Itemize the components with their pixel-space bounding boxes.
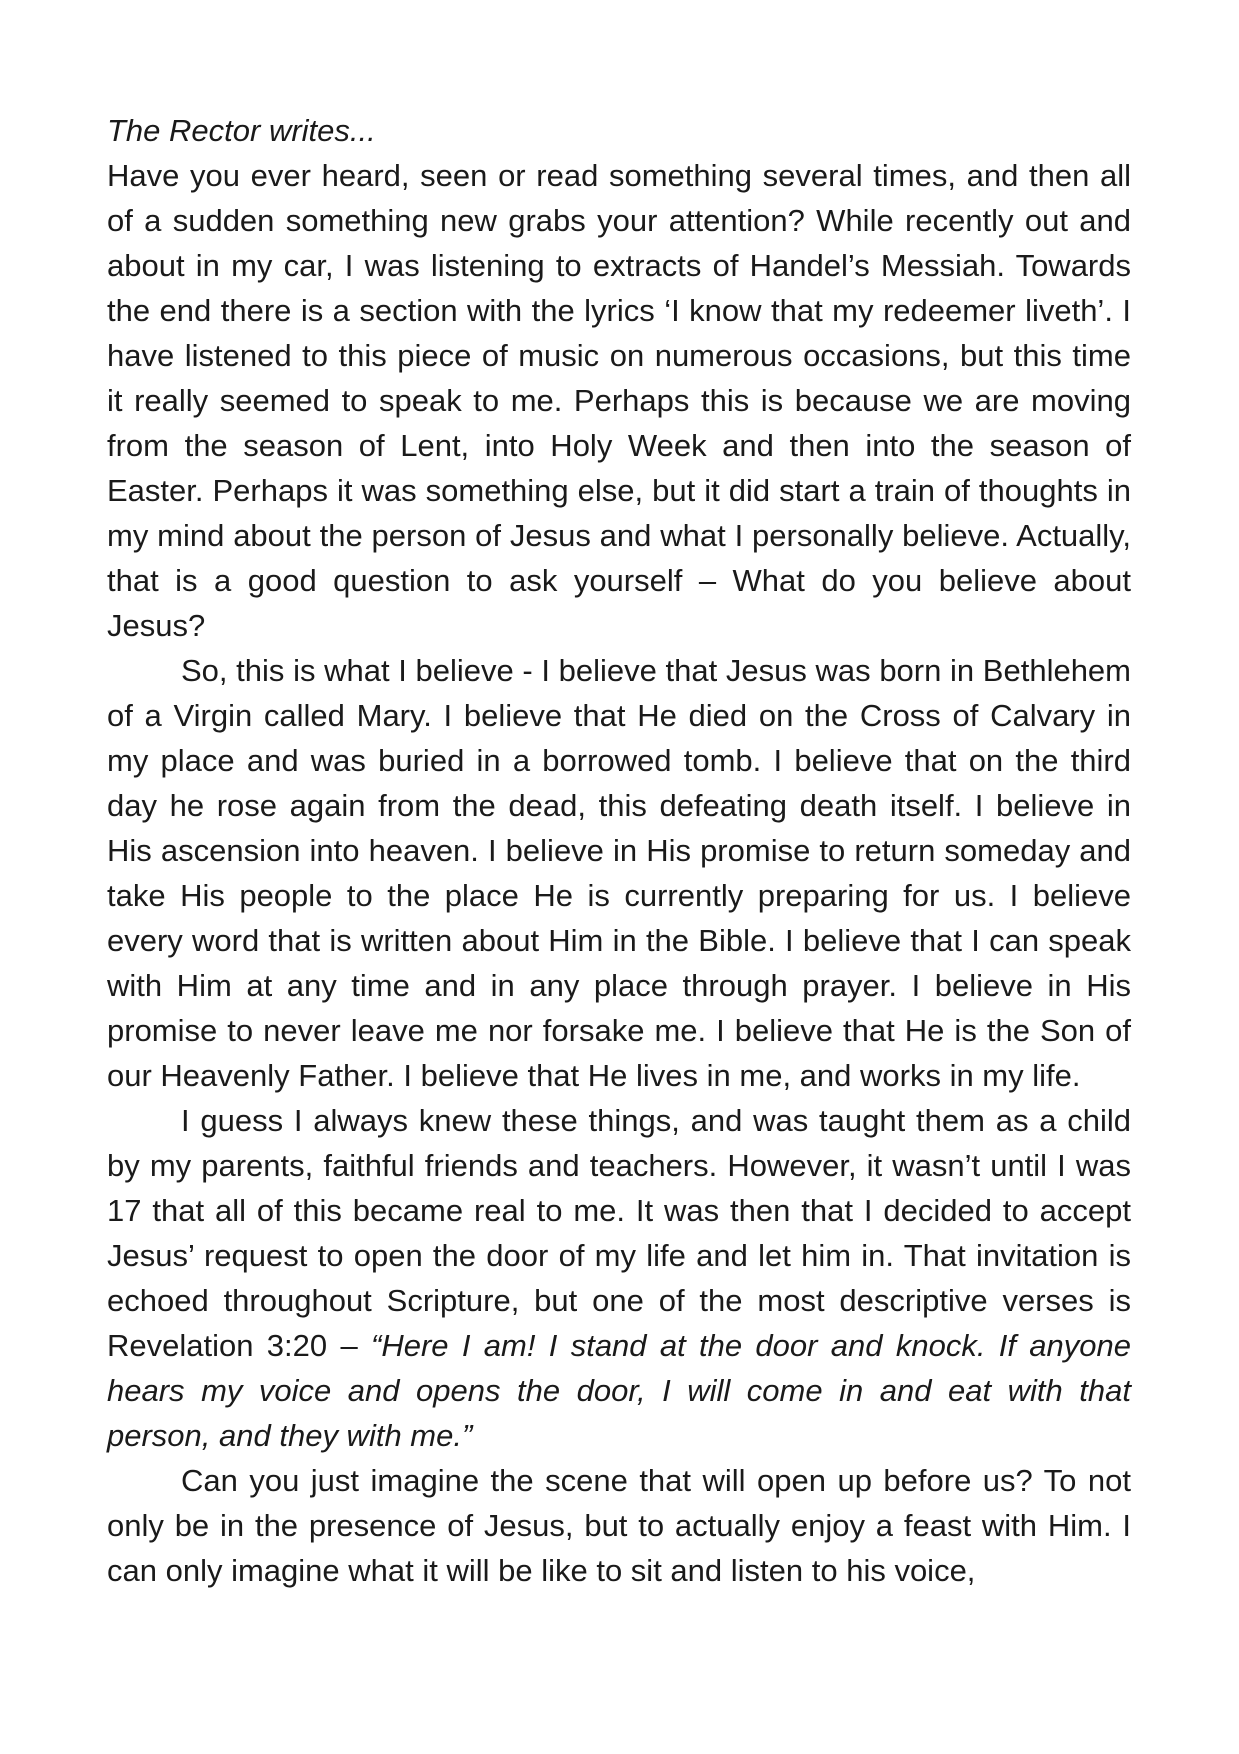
paragraph-3: [107, 1098, 1131, 1458]
scripture-quote: “Here I am! I stand at the door and knock. If anyone hears my voice and opens the door, I will come in and eat with that person, and they with me.”: [107, 1328, 1131, 1453]
article: [107, 108, 1131, 1593]
paragraph-2: So, this is what I believe - I believe that Jesus was born in Bethlehem of a Virgin called Mary. I believe that He died on the Cross of Calvary in my place and was buried in a borrowed tomb. I believe that on the third day he rose again from the dead, this defeating death itself. I believe in His ascension into heaven. I believe in His promise to return someday and take His people to the place He is currently preparing for us. I believe every word that is written about Him in the Bible. I believe that I can speak with Him at any time and in any place through prayer. I believe in His promise to never leave me nor forsake me. I believe that He is the Son of our Heavenly Father. I believe that He lives in me, and works in my life.: [107, 653, 1131, 1093]
paragraph-4: Can you just imagine the scene that will open up before us? To not only be in the presence of Jesus, but to actually enjoy a feast with Him. I can only imagine what it will be like to sit and listen to his voice,: [107, 1463, 1131, 1588]
paragraph-3-text: I guess I always knew these things, and was taught them as a child by my parents, faithful friends and teachers. However, it wasn’t until I was 17 that all of this became real to me. It was then that I decided to accept Jesus’ request to open the door of my life and let him in. That invitation is echoed throughout Scripture, but one of the most descriptive verses is Revelation 3:20 –: [107, 1103, 1131, 1363]
article-heading: The Rector writes...: [107, 113, 376, 148]
paragraph-1: Have you ever heard, seen or read something several times, and then all of a sudden something new grabs your attention? While recently out and about in my car, I was listening to extracts of Handel’s Messiah. Towards the end there is a section with the lyrics ‘I know that my redeemer liveth’. I have listened to this piece of music on numerous occasions, but this time it really seemed to speak to me. Perhaps this is because we are moving from the season of Lent, into Holy Week and then into the season of Easter. Perhaps it was something else, but it did start a train of thoughts in my mind about the person of Jesus and what I personally believe. Actually, that is a good question to ask yourself – What do you believe about Jesus?: [107, 158, 1131, 643]
